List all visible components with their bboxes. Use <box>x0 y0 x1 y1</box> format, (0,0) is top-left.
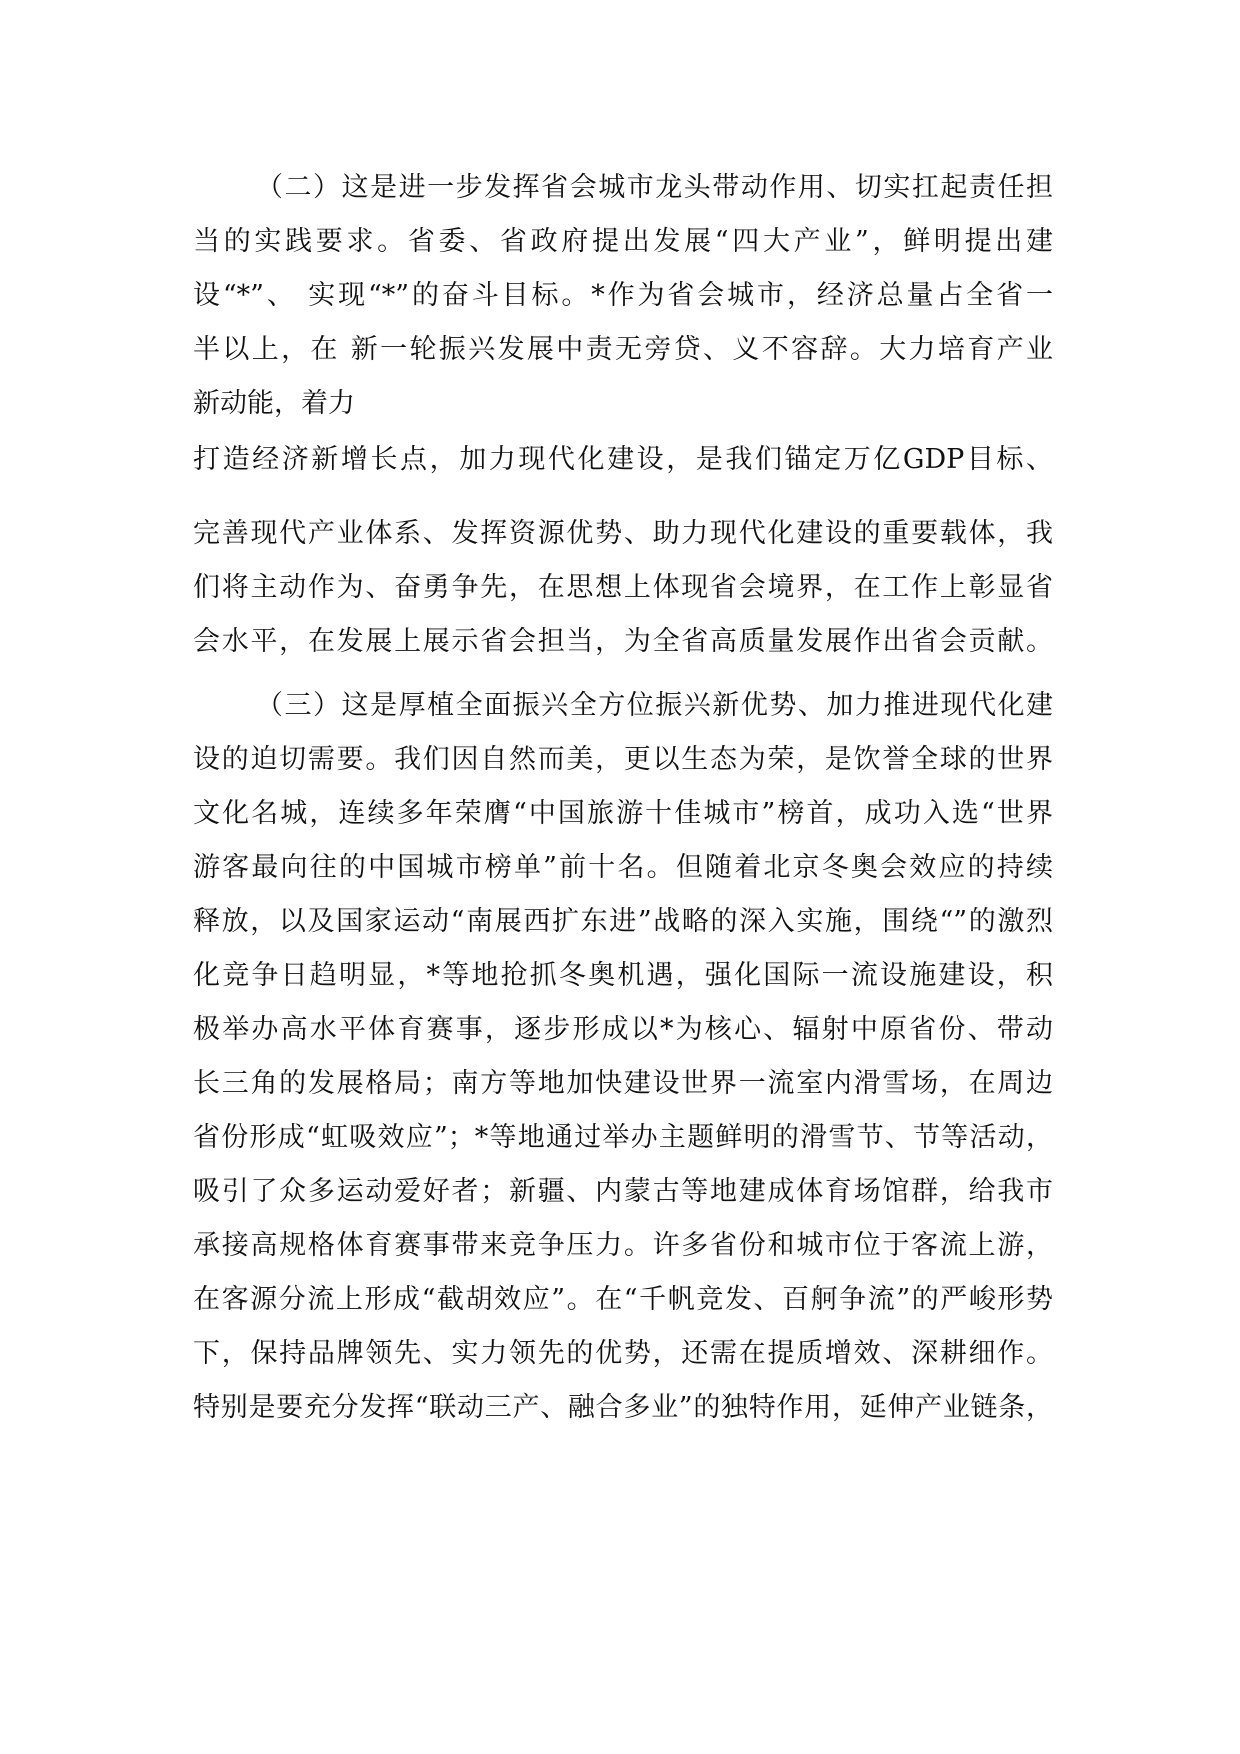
paragraph-3-line-12: 在客源分流上形成“截胡效应”。在“千帆竞发、百舸争流”的严峻形势 <box>193 1284 1053 1315</box>
paragraph-3-line-6: 化竞争日趋明显，*等地抢抓冬奥机遇，强化国际一流设施建设，积 <box>193 960 1053 991</box>
paragraph-3-line-9: 省份形成“虹吸效应”；*等地通过举办主题鲜明的滑雪节、节等活动， <box>193 1122 1053 1153</box>
paragraph-3-line-7: 极举办高水平体育赛事，逐步形成以*为核心、辐射中原省份、带动 <box>193 1014 1053 1045</box>
paragraph-2-line-8: 们将主动作为、奋勇争先，在思想上体现省会境界，在工作上彰显省 <box>193 572 1053 603</box>
paragraph-2-line-2: 当的实践要求。省委、省政府提出发展“四大产业”，鲜明提出建 <box>193 226 1053 257</box>
paragraph-3-line-1: （三）这是厚植全面振兴全方位振兴新优势、加力推进现代化建 <box>256 690 1053 721</box>
paragraph-3-line-2: 设的迫切需要。我们因自然而美，更以生态为荣，是饮誉全球的世界 <box>193 744 1053 775</box>
paragraph-2-line-9: 会水平，在发展上展示省会担当，为全省高质量发展作出省会贡献。 <box>193 626 1053 657</box>
paragraph-2-line-7: 完善现代产业体系、发挥资源优势、助力现代化建设的重要载体，我 <box>193 518 1053 549</box>
paragraph-2-line-1: （二）这是进一步发挥省会城市龙头带动作用、切实扛起责任担 <box>256 172 1053 203</box>
paragraph-3-line-11: 承接高规格体育赛事带来竞争压力。许多省份和城市位于客流上游， <box>193 1230 1053 1261</box>
paragraph-2-line-6: 打造经济新增长点，加力现代化建设，是我们锚定万亿GDP目标、 <box>193 444 1053 475</box>
paragraph-2-line-5: 新动能，着力 <box>193 388 355 419</box>
paragraph-3-line-13: 下，保持品牌领先、实力领先的优势，还需在提质增效、深耕细作。 <box>193 1338 1053 1369</box>
paragraph-3-line-5: 释放，以及国家运动“南展西扩东进”战略的深入实施，围绕“”的激烈 <box>193 906 1053 937</box>
paragraph-3-line-14: 特别是要充分发挥“联动三产、融合多业”的独特作用，延伸产业链条， <box>193 1392 1053 1423</box>
paragraph-2-line-4: 半以上，在 新一轮振兴发展中责无旁贷、义不容辞。大力培育产业 <box>193 334 1053 365</box>
paragraph-3-line-3: 文化名城，连续多年荣膺“中国旅游十佳城市”榜首，成功入选“世界 <box>193 798 1053 829</box>
paragraph-3-line-4: 游客最向往的中国城市榜单”前十名。但随着北京冬奥会效应的持续 <box>193 852 1053 883</box>
paragraph-3-line-10: 吸引了众多运动爱好者；新疆、内蒙古等地建成体育场馆群，给我市 <box>193 1176 1053 1207</box>
paragraph-2-line-3: 设“*”、 实现“*”的奋斗目标。*作为省会城市，经济总量占全省一 <box>193 280 1053 311</box>
paragraph-3-line-8: 长三角的发展格局；南方等地加快建设世界一流室内滑雪场，在周边 <box>193 1068 1053 1099</box>
